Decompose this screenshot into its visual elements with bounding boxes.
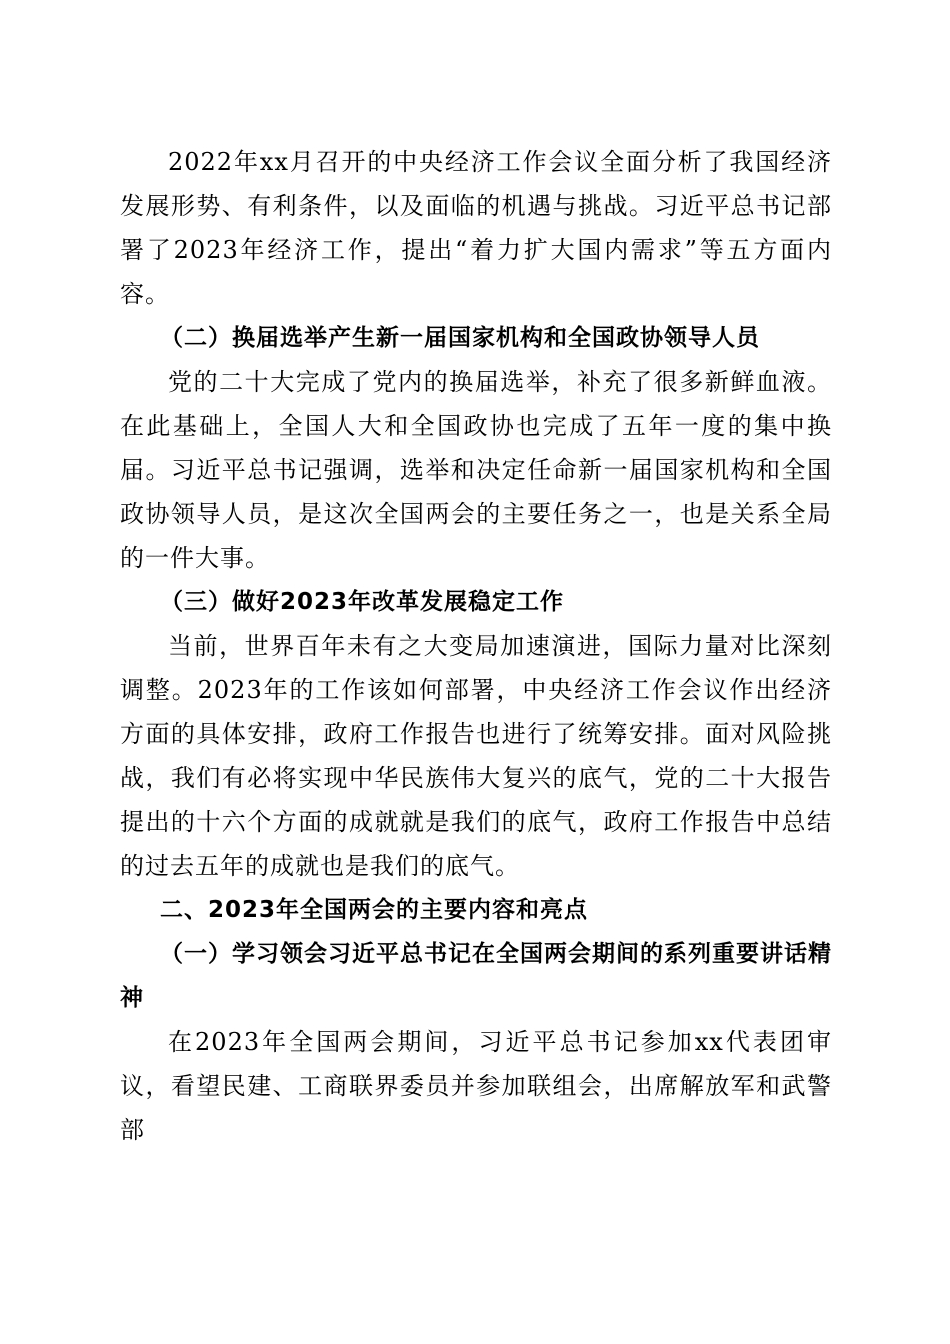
paragraph-economic-work-conference: 2022年xx月召开的中央经济工作会议全面分析了我国经济发展形势、有利条件，以及面临的机遇与挑战。习近平总书记部署了2023年经济工作，提出“着力扩大国内需求”等五方面内容。 bbox=[120, 148, 832, 308]
paragraph-reform-work: 当前，世界百年未有之大变局加速演进，国际力量对比深刻调整。2023年的工作该如何部署，中央经济工作会议作出经济方面的具体安排，政府工作报告也进行了统筹安排。面对风险挑战，我们有必将实现中华民族伟大复兴的底气，党的二十大报告提出的十六个方面的成就就是我们的底气，政府工作报告中总结的过去五年的成就也是我们的底气。 bbox=[120, 632, 832, 880]
document-page bbox=[120, 140, 832, 1152]
heading-speech-spirit: （一）学习领会习近平总书记在全国两会期间的系列重要讲话精神 bbox=[120, 941, 832, 1011]
heading-election: （二）换届选举产生新一届国家机构和全国政协领导人员 bbox=[160, 325, 760, 351]
heading-main-content: 二、2023年全国两会的主要内容和亮点 bbox=[160, 897, 589, 923]
paragraph-election: 党的二十大完成了党内的换届选举，补充了很多新鲜血液。在此基础上，全国人大和全国政协也完成了五年一度的集中换届。习近平总书记强调，选举和决定任命新一届国家机构和全国政协领导人员，是这次全国两会的主要任务之一，也是关系全局的一件大事。 bbox=[120, 368, 832, 572]
heading-reform-work: （三）做好2023年改革发展稳定工作 bbox=[160, 589, 565, 615]
paragraph-speech-spirit: 在2023年全国两会期间，习近平总书记参加xx代表团审议，看望民建、工商联界委员并参加联组会，出席解放军和武警部 bbox=[120, 1028, 832, 1144]
